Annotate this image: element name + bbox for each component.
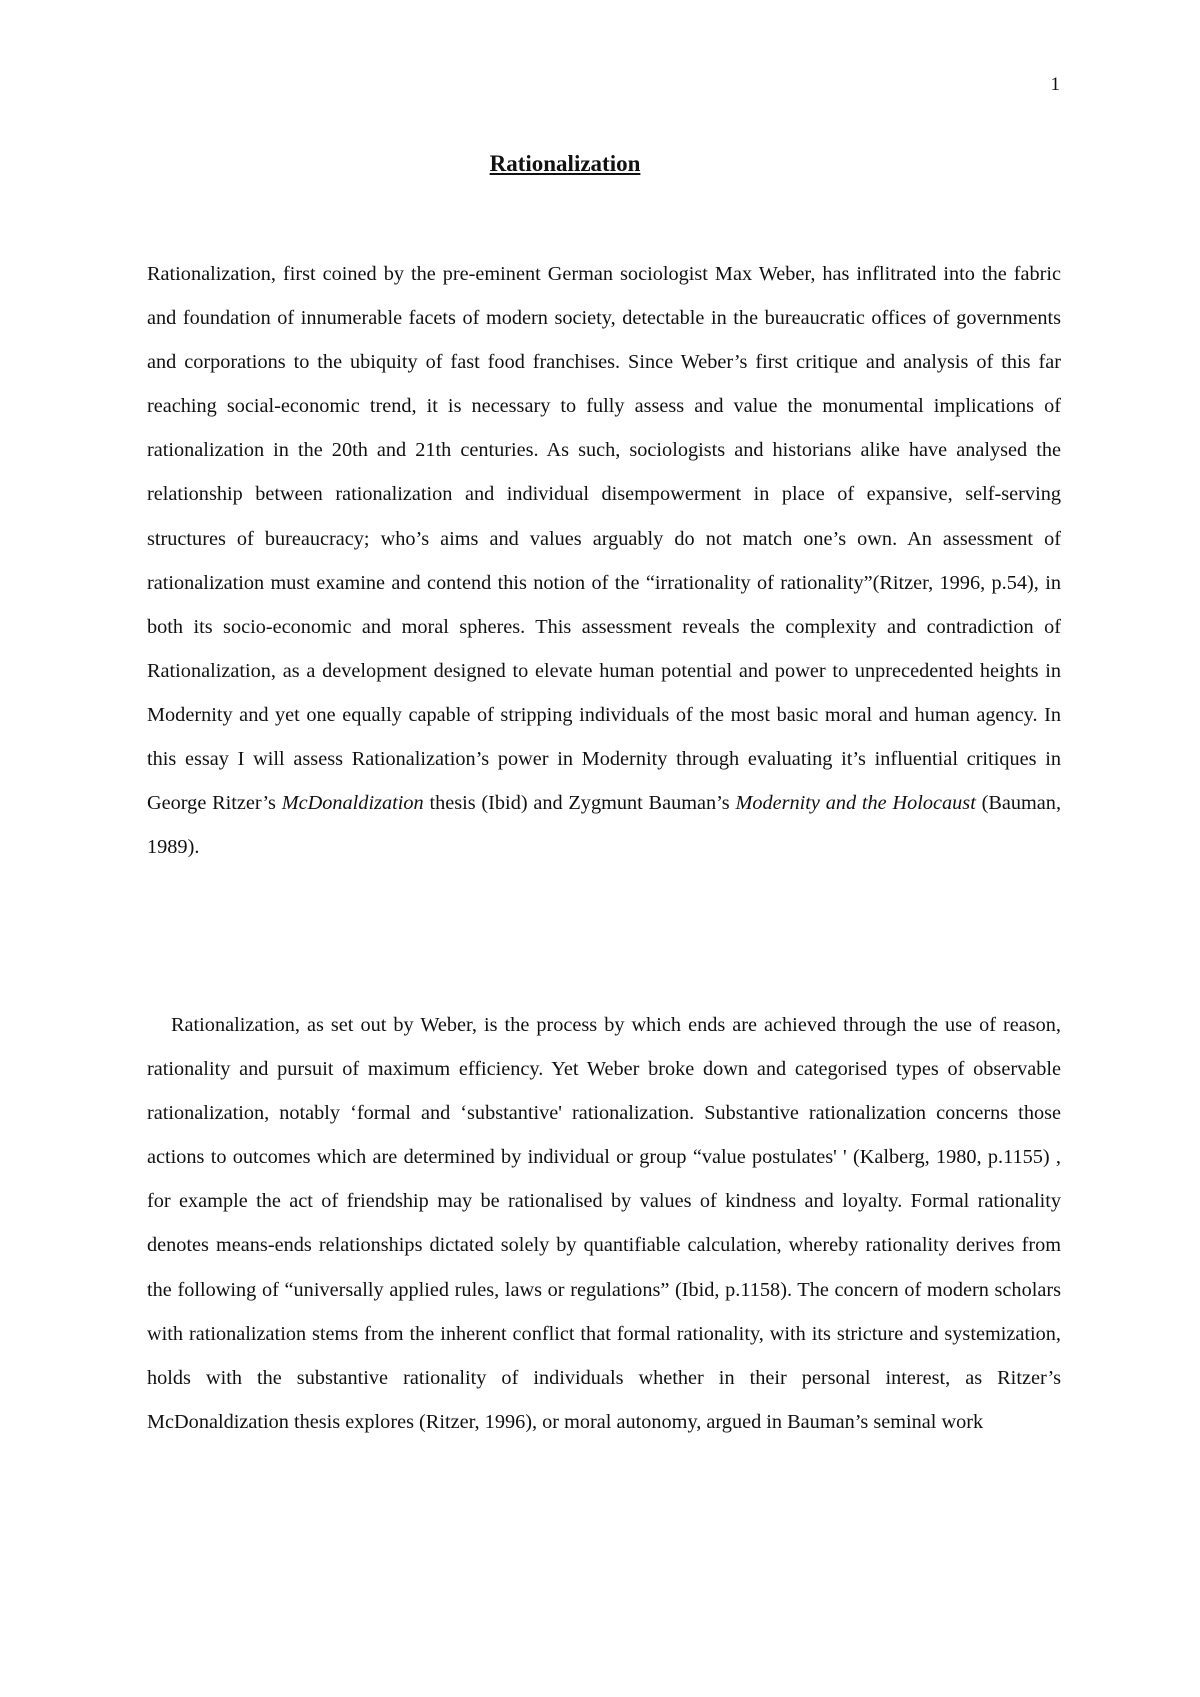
paragraph-1-text-3: (Bauman, 1989). (147, 792, 1062, 859)
paragraph-2-text-1: Rationalization, as set out by Weber, is the process by which ends are achieved through the use of reason, rationality and pursuit of maximum efficiency. Yet Weber broke down and categorised types of observable rationalization, notably ‘formal and ‘substantive' rationalization. Substantive rationalization concerns those actions to outcomes which are determined by individual or group “value postulates' ' (Kalberg, 1980, p.1155) , for example the act of friendship may be rationalised by values of kindness and loyalty. Formal rationality denotes means-ends relationships dictated solely by quantifiable calculation, whereby rationality derives from the following of “universally applied rules, laws or regulations” (Ibid, p.1158). The concern of modern scholars with rationalization stems from the inherent conflict that formal rationality, with its stricture and systemization, holds with the substantive rationality of individuals whether in their personal interest, as Ritzer’s McDonaldization thesis explores (Ritzer, 1996), or moral autonomy, argued in Bauman’s seminal work (147, 1014, 1061, 1433)
paragraph-2 (147, 1003, 1061, 1444)
paragraph-1-text-2: thesis (Ibid) and Zygmunt Bauman’s (423, 792, 736, 815)
paragraph-1-text-1: Rationalization, first coined by the pre-eminent German sociologist Max Weber, has inflitrated into the fabric and foundation of innumerable facets of modern society, detectable in the bureaucratic offices of governments and corporations to the ubiquity of fast food franchises. Since Weber’s first critique and analysis of this far reaching social-economic trend, it is necessary to fully assess and value the monumental implications of rationalization in the 20th and 21th centuries. As such, sociologists and historians alike have analysed the relationship between rationalization and individual disempowerment in place of expansive, self-serving structures of bureaucracy; who’s aims and values arguably do not match one’s own. An assessment of rationalization must examine and contend this notion of the “irrationality of rationality”(Ritzer, 1996, p.54), in both its socio-economic and moral spheres. This assessment reveals the complexity and contradiction of Rationalization, as a development designed to elevate human potential and power to unprecedented heights in Modernity and yet one equally capable of stripping individuals of the most basic moral and human agency. In this essay I will assess Rationalization’s power in Modernity through evaluating it’s influential critiques in George Ritzer’s (147, 263, 1061, 815)
document-title: Rationalization (489, 151, 641, 176)
paragraph-1 (147, 252, 1061, 869)
paragraph-1-italic-modernity-holocaust: Modernity and the Holocaust (735, 792, 976, 815)
page-number: 1 (1050, 74, 1060, 95)
paragraph-1-italic-mcdonaldization: McDonaldization (281, 792, 424, 815)
